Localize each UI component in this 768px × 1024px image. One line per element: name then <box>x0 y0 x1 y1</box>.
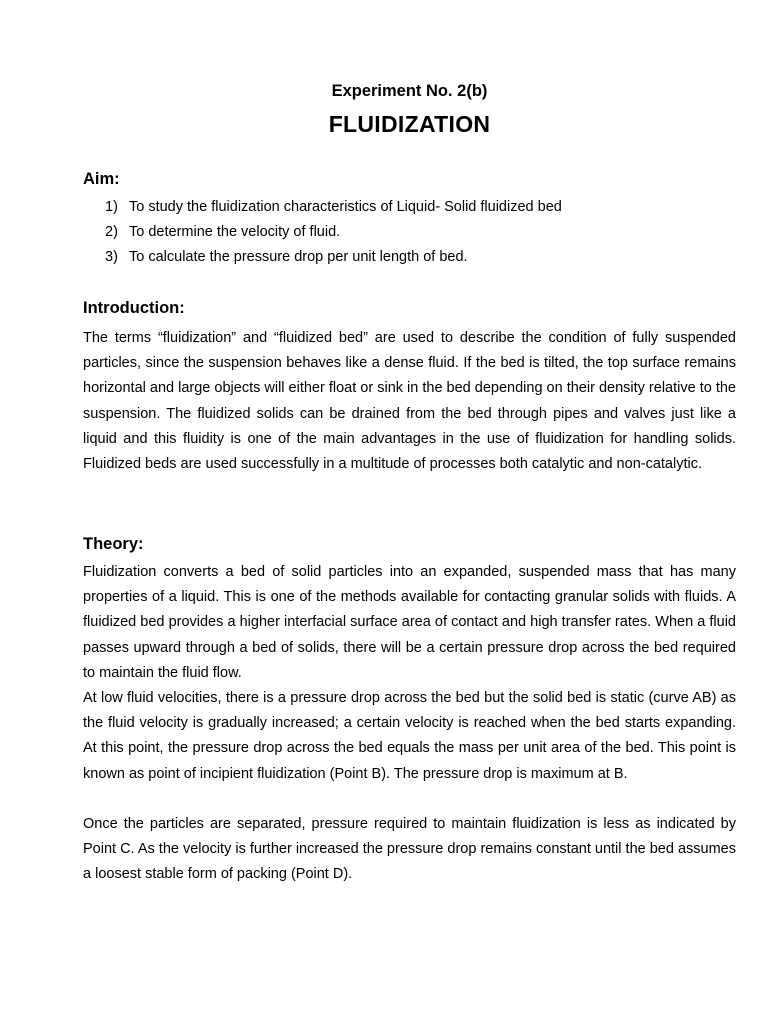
aim-item <box>83 196 562 221</box>
aim-item-text: To calculate the pressure drop per unit length of bed. <box>129 249 468 265</box>
aim-item-text: To determine the velocity of fluid. <box>129 224 341 240</box>
theory-heading: Theory: <box>83 535 144 553</box>
aim-item-text: To study the fluidization characteristics of Liquid- Solid fluidized bed <box>129 199 562 215</box>
aim-item-number: 2) <box>105 224 118 240</box>
aim-item <box>83 246 562 271</box>
theory-paragraph-2: At low fluid velocities, there is a pressure drop across the bed but the solid bed is static (curve AB) as the fluid velocity is gradually increased; a certain velocity is reached when the bed starts expanding. At this point, the pressure drop across the bed equals the mass per unit area of the bed. This point is known as point of incipient fluidization (Point B). The pressure drop is maximum at B. <box>83 690 736 782</box>
aim-list <box>83 196 562 271</box>
introduction-paragraph: The terms “fluidization” and “fluidized bed” are used to describe the condition of fully suspended particles, since the suspension behaves like a dense fluid. If the bed is tilted, the top surface remains horizontal and large objects will either float or sink in the bed depending on their density relative to the suspension. The fluidized solids can be drained from the bed through pipes and valves just like a liquid and this fluidity is one of the main advantages in the use of fluidization for handling solids. Fluidized beds are used successfully in a multitude of processes both catalytic and non-catalytic. <box>83 330 736 473</box>
theory-paragraph-3: Once the particles are separated, pressure required to maintain fluidization is less as indicated by Point C. As the velocity is further increased the pressure drop remains constant until the bed assumes a loosest stable form of packing (Point D). <box>83 816 736 883</box>
document-title: FLUIDIZATION <box>328 111 491 137</box>
aim-item-number: 1) <box>105 199 118 215</box>
aim-item <box>83 221 562 246</box>
theory-paragraph-1: Fluidization converts a bed of solid particles into an expanded, suspended mass that has many properties of a liquid. This is one of the methods available for contacting granular solids with fluids. A fluidized bed provides a higher interfacial surface area of contact and high transfer rates. When a fluid passes upward through a bed of solids, there will be a certain pressure drop across the bed required to maintain the fluid flow. <box>83 564 736 681</box>
introduction-heading: Introduction: <box>83 299 185 317</box>
experiment-number: Experiment No. 2(b) <box>331 82 488 100</box>
aim-item-number: 3) <box>105 249 118 265</box>
aim-heading: Aim: <box>83 170 120 188</box>
